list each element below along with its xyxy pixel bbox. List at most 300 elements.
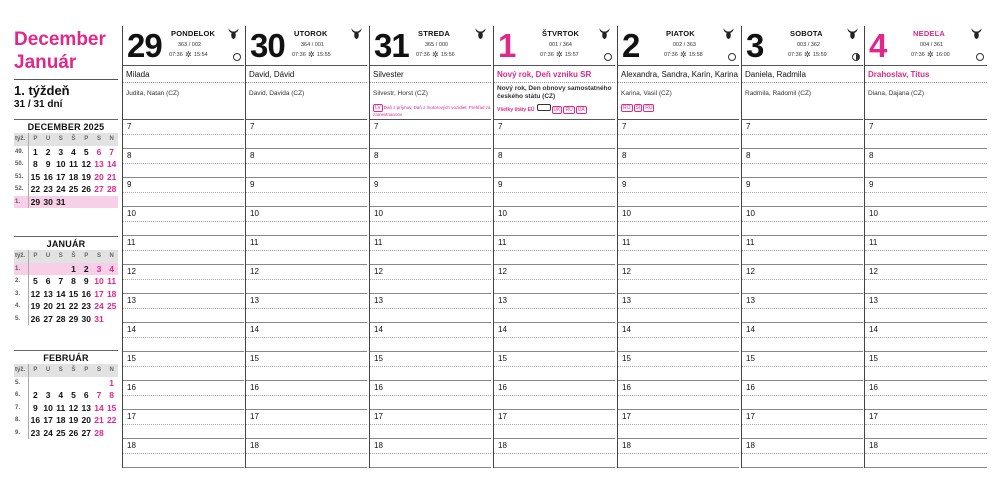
hour-label: 8 [746,151,751,160]
mini-calendar-day[interactable]: 5 [83,146,89,157]
mini-calendar-day[interactable]: 21 [94,415,104,425]
hour-slot[interactable] [494,207,615,236]
hour-slot[interactable] [246,120,367,149]
day-of-year: 002 / 363 [673,42,696,48]
sunset-time: 15:59 [812,52,827,58]
day-count: 31 / 31 dní [14,99,63,110]
hour-slot[interactable] [742,294,863,323]
mini-calendar-day[interactable]: 18 [68,171,79,182]
country-tag: RU [565,107,573,113]
hour-label: 16 [374,383,383,392]
mini-calendar [14,236,118,325]
hour-slot[interactable] [123,381,244,410]
hour-slot[interactable] [618,381,739,410]
mini-calendar-day[interactable]: 16 [81,288,91,299]
mini-calendar-day[interactable]: 1 [109,377,115,388]
mini-calendar-day[interactable]: 9 [83,276,89,286]
mini-calendar-day[interactable]: 1 [32,146,38,157]
hour-slot[interactable] [246,381,367,410]
hour-slot[interactable] [370,149,491,178]
mini-calendar-day[interactable]: 3 [58,146,64,157]
hour-label: 10 [622,209,631,218]
mini-calendar-day[interactable]: 4 [58,390,64,400]
sun-times [664,50,703,59]
mini-calendar-week [14,288,118,301]
mini-calendar-day[interactable]: 2 [32,390,38,400]
sun-icon: ✲ [553,50,565,59]
hour-slot[interactable] [246,294,367,323]
hour-slot[interactable] [742,323,863,352]
hour-label: 11 [869,238,878,247]
hour-slot[interactable] [865,120,987,149]
hour-label: 15 [869,354,878,363]
half-hour-divider [618,337,739,338]
hour-slot[interactable] [742,178,863,207]
mini-calendar-day[interactable]: 24 [43,427,53,438]
mini-calendar-day[interactable]: 15 [68,288,79,299]
day-note [742,104,863,120]
mini-calendar-day[interactable]: 14 [106,159,117,169]
mini-calendar-day[interactable]: 28 [94,427,104,438]
hour-slot[interactable] [865,410,987,439]
day-note [494,104,615,120]
moon-phase-icon [976,53,984,61]
hour-slot[interactable] [246,410,367,439]
mini-calendar-day[interactable]: 7 [109,146,115,157]
mini-calendar-day[interactable] [105,313,118,326]
hour-slot[interactable] [370,120,491,149]
mini-calendar-day[interactable]: 13 [81,402,91,413]
weekday-header: P [33,367,38,373]
day-number: 29 [127,27,162,64]
mini-calendar-day[interactable]: 27 [94,184,104,194]
mini-calendar-day[interactable]: 1 [71,263,76,274]
mini-calendar-week [14,196,118,209]
mini-calendar-day[interactable] [42,263,55,276]
half-hour-divider [618,453,739,454]
hour-label: 12 [622,267,631,276]
half-hour-divider [742,308,863,309]
hour-slot[interactable] [865,207,987,236]
hour-label: 17 [869,412,878,421]
mini-calendar-day[interactable]: 27 [43,313,53,324]
mini-calendar-day[interactable]: 8 [71,276,76,286]
hour-label: 13 [127,296,136,305]
hour-slot[interactable] [865,178,987,207]
mini-calendar-day[interactable]: 10 [56,159,66,169]
weekday-header: U [45,136,51,142]
day-number: 1 [498,27,516,64]
mini-calendar-day[interactable]: 4 [109,263,115,274]
week-number: 9. [14,427,29,440]
weekday-header: Š [71,136,76,142]
hour-slots [246,120,367,468]
hour-slot[interactable] [246,323,367,352]
hour-slot[interactable] [494,439,615,468]
mini-calendar-day[interactable]: 28 [106,184,117,194]
hour-slot[interactable] [618,120,739,149]
weekday-header: týž. [14,133,29,146]
half-hour-divider [865,134,987,135]
hour-label: 13 [498,296,507,305]
day-header [742,26,863,66]
hour-slot[interactable] [123,265,244,294]
hour-slot[interactable] [123,120,244,149]
zodiac-taurus-icon [227,27,240,41]
day-header [494,26,615,66]
sun-times [416,50,455,59]
hour-label: 10 [498,209,507,218]
hour-slot[interactable] [370,381,491,410]
hour-slot[interactable] [370,207,491,236]
mini-calendar-day[interactable]: 15 [106,402,117,413]
hour-label: 7 [250,122,255,131]
hour-slot[interactable] [370,323,491,352]
mini-calendar-day[interactable]: 8 [109,390,115,400]
mini-calendar-day[interactable]: 7 [96,390,102,400]
week-number: 3. [14,288,29,301]
hour-slot[interactable] [618,178,739,207]
half-hour-divider [370,453,491,454]
hour-slot[interactable] [865,323,987,352]
mini-calendar-day[interactable]: 12 [30,288,41,299]
mini-calendar-day[interactable] [93,377,106,390]
mini-calendar-day[interactable]: 5 [32,276,38,286]
mini-calendar-day[interactable]: 11 [69,159,79,169]
half-hour-divider [618,395,739,396]
half-hour-divider [865,163,987,164]
mini-calendar-day[interactable]: 24 [94,301,104,311]
mini-calendar-day[interactable]: 26 [30,313,41,324]
weekday-header: N [109,136,114,142]
hour-slot[interactable] [494,323,615,352]
nameday-cz: Diana, Dajana (CZ) [868,90,924,97]
mini-calendar-day[interactable]: 13 [94,159,104,169]
hour-slot[interactable] [246,439,367,468]
hour-slot[interactable] [494,410,615,439]
mini-calendar-day[interactable]: 10 [94,276,104,286]
hour-slot[interactable] [246,149,367,178]
day-column [122,26,244,468]
hour-slot[interactable] [865,381,987,410]
half-hour-divider [494,308,615,309]
hour-label: 8 [622,151,627,160]
mini-calendar-day[interactable]: 23 [43,184,53,194]
mini-calendar-day[interactable]: 19 [81,171,91,182]
mini-calendar-day[interactable]: 17 [94,288,104,299]
half-hour-divider [246,337,367,338]
mini-calendar-day[interactable]: 26 [81,184,91,194]
mini-calendar-day[interactable]: 6 [83,390,89,400]
hour-slot[interactable] [618,439,739,468]
mini-calendar-week [14,402,118,415]
mini-calendar-day[interactable]: 17 [56,171,66,182]
half-hour-divider [742,221,863,222]
mini-calendar-day[interactable]: 8 [32,159,38,169]
half-hour-divider [123,279,244,280]
holiday-note: Všetky štáty EÚ [497,107,535,113]
hour-slot[interactable] [246,236,367,265]
mini-calendar-day[interactable]: 22 [68,301,79,311]
half-hour-divider [370,337,491,338]
hour-label: 17 [250,412,259,421]
mini-calendar-day[interactable]: 20 [94,171,104,182]
mini-calendar-day[interactable] [67,377,80,390]
sun-times [540,50,579,59]
day-name: NEDEĽA [913,29,946,38]
mini-calendar-day[interactable]: 14 [94,402,104,413]
sun-icon: ✲ [924,50,936,59]
half-hour-divider [494,279,615,280]
hour-label: 13 [622,296,631,305]
hour-slot[interactable] [618,265,739,294]
mini-calendar-header [14,364,118,377]
hour-slot[interactable] [865,236,987,265]
hour-label: 15 [374,354,383,363]
half-hour-divider [618,192,739,193]
tax-note: Daň z príjmov, Daň z motorových vozidiel, Prehľad za zamestnancov [373,105,491,117]
hour-slot[interactable] [246,207,367,236]
hour-label: 9 [622,180,627,189]
hour-slot[interactable] [494,236,615,265]
hour-label: 14 [127,325,136,334]
hour-slot[interactable] [123,294,244,323]
hour-slot[interactable] [123,323,244,352]
hour-slot[interactable] [123,439,244,468]
mini-calendar-day[interactable]: 22 [30,184,41,194]
mini-calendar-day[interactable]: 18 [56,415,66,425]
mini-calendar-day[interactable] [105,196,118,209]
mini-calendar-day[interactable]: 11 [107,276,117,286]
day-header [123,26,244,66]
hour-slot[interactable] [123,207,244,236]
mini-calendar-day[interactable]: 25 [56,427,66,438]
hour-slot[interactable] [742,439,863,468]
half-hour-divider [865,192,987,193]
hour-label: 8 [498,151,503,160]
hour-label: 14 [746,325,755,334]
hour-slot[interactable] [370,178,491,207]
day-column [245,26,367,468]
hour-slot[interactable] [494,294,615,323]
mini-calendar-day[interactable]: 25 [106,301,117,311]
mini-calendar-day[interactable]: 20 [81,415,91,425]
hour-slot[interactable] [370,410,491,439]
mini-calendar-day[interactable]: 3 [96,263,102,274]
mini-calendar-day[interactable]: 9 [32,402,38,413]
hour-slot[interactable] [742,149,863,178]
mini-calendar-day[interactable]: 31 [56,196,66,207]
mini-calendar-day[interactable]: 22 [106,415,117,425]
mini-calendar-day[interactable]: 15 [30,171,41,182]
mini-calendar-day[interactable]: 20 [43,301,53,311]
hour-slot[interactable] [494,149,615,178]
mini-calendar-day[interactable] [105,427,118,440]
hour-slot[interactable] [865,294,987,323]
weekday-header: S [58,253,63,259]
mini-calendar-day[interactable]: 5 [71,390,76,400]
eu-flag-icon [537,104,551,111]
hour-slot[interactable] [865,352,987,381]
weekday-header: P [84,136,89,142]
mini-calendar-day[interactable]: 31 [94,313,104,324]
mini-calendar-day[interactable]: 6 [96,146,102,157]
hour-slot[interactable] [370,265,491,294]
mini-calendar-day[interactable]: 2 [45,146,51,157]
half-hour-divider [494,250,615,251]
hour-slot[interactable] [742,265,863,294]
hour-slot[interactable] [865,439,987,468]
half-hour-divider [742,163,863,164]
hour-slot[interactable] [123,410,244,439]
mini-calendar-day[interactable]: 6 [45,276,51,286]
hour-slot[interactable] [618,410,739,439]
half-hour-divider [370,163,491,164]
mini-calendar-day[interactable] [54,263,67,276]
mini-calendar-day[interactable]: 21 [106,171,117,182]
hour-label: 16 [127,383,136,392]
hour-slot[interactable] [618,149,739,178]
hour-slot[interactable] [618,294,739,323]
mini-calendar-day[interactable] [29,377,42,390]
mini-calendar-day[interactable]: 12 [81,159,91,169]
sunset-time: 16:00 [935,52,950,58]
half-hour-divider [123,163,244,164]
half-hour-divider [618,308,739,309]
hour-slot[interactable] [370,236,491,265]
hour-slot[interactable] [123,236,244,265]
hour-slot[interactable] [618,323,739,352]
hour-slot[interactable] [865,265,987,294]
moon-phase-icon [233,53,241,61]
hour-slot[interactable] [494,352,615,381]
mini-calendar-day[interactable]: 9 [45,159,51,169]
week-number: 4. [14,300,29,313]
day-of-year: 003 / 362 [797,42,820,48]
mini-calendar-day[interactable] [93,196,106,209]
mini-calendar-day[interactable] [42,377,55,390]
mini-calendar-week [14,377,118,390]
half-hour-divider [494,453,615,454]
hour-label: 15 [622,354,631,363]
mini-calendar-day[interactable]: 23 [30,427,41,438]
hour-slot[interactable] [742,207,863,236]
hour-slot[interactable] [370,352,491,381]
half-hour-divider [246,424,367,425]
hour-slot[interactable] [618,207,739,236]
mini-calendar-day[interactable]: 18 [106,288,117,299]
hour-slot[interactable] [742,120,863,149]
mini-calendar-day[interactable]: 2 [83,263,89,274]
hour-label: 14 [374,325,383,334]
mini-calendar-day[interactable]: 30 [81,313,91,324]
mini-calendar-day[interactable]: 30 [43,196,53,207]
mini-calendar-day[interactable]: 16 [43,171,53,182]
hour-slot[interactable] [246,178,367,207]
half-hour-divider [370,250,491,251]
hour-label: 18 [498,441,507,450]
mini-calendar-day[interactable]: 10 [43,402,53,413]
nameday-cz: Karina, Vasil (CZ) [621,90,672,97]
mini-calendar-day[interactable]: 25 [68,184,79,194]
day-name: PONDELOK [171,29,216,38]
mini-calendar-day[interactable] [54,377,67,390]
hour-slot[interactable] [123,178,244,207]
hour-slot[interactable] [742,410,863,439]
hour-slot[interactable] [742,236,863,265]
country-tag: UA [577,107,585,113]
mini-calendar-day[interactable]: 26 [68,427,79,438]
mini-calendar-day[interactable]: 16 [30,415,41,425]
hour-label: 15 [127,354,136,363]
hour-slot[interactable] [742,352,863,381]
hour-label: 8 [869,151,874,160]
mini-calendar-day[interactable]: 21 [56,301,66,311]
hour-label: 7 [127,122,132,131]
hour-label: 12 [498,267,507,276]
half-hour-divider [370,424,491,425]
hour-slot[interactable] [123,352,244,381]
mini-calendar-day[interactable]: 27 [81,427,91,438]
mini-calendar-day[interactable]: 3 [45,390,51,400]
hour-label: 17 [127,412,136,421]
hour-slot[interactable] [370,439,491,468]
mini-calendar-day[interactable] [80,196,93,209]
hour-slot[interactable] [865,149,987,178]
hour-slot[interactable] [370,294,491,323]
day-note [123,104,244,120]
hour-slot[interactable] [742,381,863,410]
mini-calendar-day[interactable]: 4 [71,146,76,157]
mini-calendar-day[interactable]: 17 [43,415,53,425]
mini-calendar-day[interactable]: 28 [56,313,66,324]
mini-calendar-day[interactable]: 29 [68,313,79,324]
week-number: 49. [14,146,29,159]
half-hour-divider [742,134,863,135]
mini-calendar-day[interactable]: 14 [56,288,66,299]
hour-slot[interactable] [246,265,367,294]
half-hour-divider [865,337,987,338]
hour-slot[interactable] [618,236,739,265]
hour-slot[interactable] [246,352,367,381]
mini-calendar-day[interactable] [67,196,80,209]
hour-slot[interactable] [494,265,615,294]
hour-slot[interactable] [494,178,615,207]
mini-calendar-day[interactable]: 12 [68,402,79,413]
hour-slot[interactable] [494,120,615,149]
day-note [618,104,739,120]
mini-calendar-day[interactable]: 11 [56,402,66,413]
mini-calendar-day[interactable]: 7 [58,276,64,286]
mini-calendar-day[interactable]: 23 [81,301,91,311]
mini-calendar-day[interactable] [29,263,42,276]
mini-calendar-day[interactable]: 24 [56,184,66,194]
week-number: 50. [14,158,29,171]
mini-calendar-day[interactable]: 19 [30,301,41,311]
hour-label: 13 [746,296,755,305]
hour-slot[interactable] [618,352,739,381]
mini-calendar-day[interactable] [80,377,93,390]
mini-calendar-day[interactable]: 19 [68,415,79,425]
hour-slot[interactable] [123,149,244,178]
sunset-time: 15:56 [440,52,455,58]
mini-calendar-week [14,275,118,288]
half-hour-divider [742,366,863,367]
hour-slot[interactable] [494,381,615,410]
mini-calendar-day[interactable]: 13 [43,288,53,299]
mini-calendar-day[interactable]: 29 [30,196,41,207]
sunset-time: 15:55 [316,52,331,58]
